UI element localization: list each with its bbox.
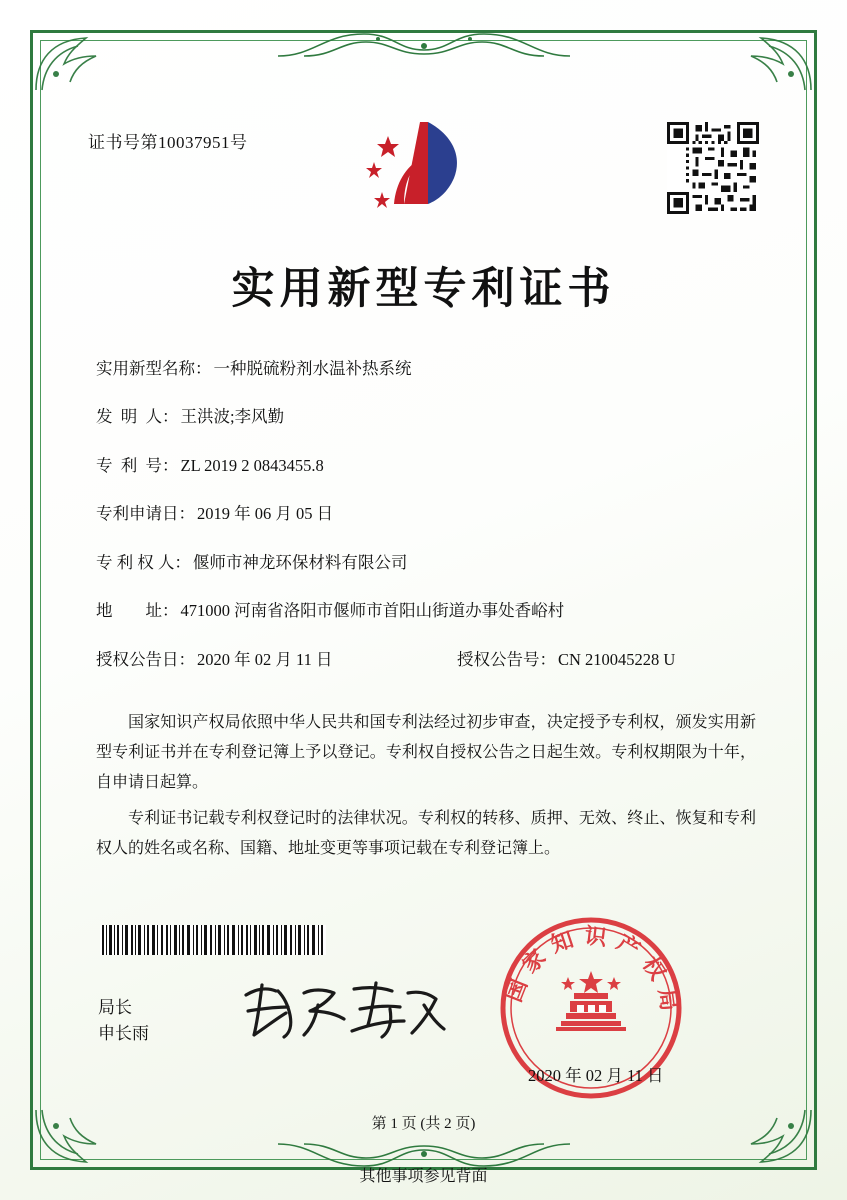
field-row <box>96 503 756 524</box>
field-value-patent-number: ZL 2019 2 0843455.8 <box>180 455 324 475</box>
field-label-grant-date: 授权公告日： <box>96 649 195 669</box>
field-label-patentee: 专 利 权 人： <box>96 552 191 572</box>
signature-labels <box>98 995 149 1047</box>
certificate-fields <box>96 358 756 697</box>
field-row-grant <box>96 649 756 670</box>
ornament-corner-top-right-icon <box>739 34 813 92</box>
page-title: 实用新型专利证书 <box>231 266 616 313</box>
field-value-utility-model-name: 一种脱硫粉剂水温补热系统 <box>213 359 412 378</box>
field-value-application-date: 2019 年 06 月 05 日 <box>197 504 334 524</box>
svg-text:国家知识产权局: 国家知识产权局 <box>500 922 684 1022</box>
qr-code <box>667 122 759 214</box>
signature-name-label: 申长雨 <box>98 1024 149 1043</box>
field-row <box>96 455 756 476</box>
field-row <box>96 358 756 379</box>
field-row <box>96 406 756 427</box>
barcode <box>100 925 326 955</box>
page-indicator: 第 1 页 (共 2 页) <box>371 1116 476 1132</box>
field-row <box>96 600 756 621</box>
field-label-grant-number: 授权公告号： <box>457 649 556 669</box>
field-label-inventor: 发 明 人： <box>96 407 179 427</box>
signature-role-label: 局长 <box>98 998 132 1017</box>
field-value-grant-date: 2020 年 02 月 11 日 <box>197 649 333 669</box>
back-side-note: 其他事项参见背面 <box>359 1168 488 1185</box>
legal-text <box>96 708 756 870</box>
field-label-utility-model-name: 实用新型名称： <box>96 359 212 378</box>
certificate-number: 证书号第10037951号 <box>88 133 248 152</box>
field-label-address: 地 址： <box>96 601 179 621</box>
field-value-address: 471000 河南省洛阳市偃师市首阳山街道办事处香峪村 <box>180 601 565 621</box>
legal-paragraph-2: 专利证书记载专利权登记时的法律状况。专利权的转移、质押、无效、终止、恢复和专利权人的姓名或名称、国籍、地址变更等事项记载在专利登记簿上。 <box>96 810 756 857</box>
cnipa-logo-icon <box>358 118 478 226</box>
handwritten-signature-icon <box>232 975 452 1047</box>
field-row <box>96 552 756 573</box>
seal-date: 2020 年 02 月 11 日 <box>528 1066 664 1085</box>
legal-paragraph-1: 国家知识产权局依照中华人民共和国专利法经过初步审查，决定授予专利权，颁发实用新型专利证书并在专利登记簿上予以登记。专利权自授权公告之日起生效。专利权期限为十年，自申请日起算。 <box>96 714 756 791</box>
field-value-inventor: 王洪波;李风勤 <box>180 407 285 427</box>
ornament-top-icon <box>274 26 574 60</box>
field-label-patent-number: 专 利 号： <box>96 455 179 475</box>
field-value-grant-number: CN 210045228 U <box>558 649 676 669</box>
field-label-application-date: 专利申请日： <box>96 504 195 524</box>
field-value-patentee: 偃师市神龙环保材料有限公司 <box>192 552 408 572</box>
ornament-corner-top-left-icon <box>34 34 108 92</box>
